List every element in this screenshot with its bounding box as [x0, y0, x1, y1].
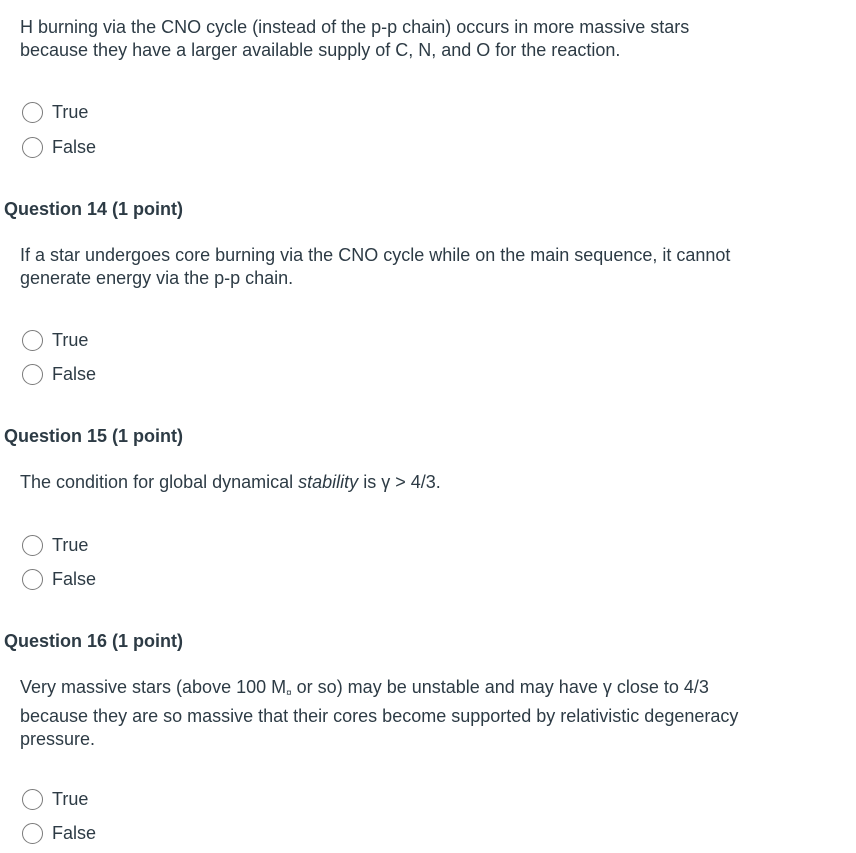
question-14-header	[4, 198, 183, 221]
question-14-answer-true[interactable]	[22, 327, 88, 353]
radio-button[interactable]	[22, 789, 43, 810]
answer-label: False	[52, 363, 97, 384]
answer-label: True	[52, 534, 89, 555]
answer-label: True	[52, 788, 89, 809]
radio-button[interactable]	[22, 535, 43, 556]
question-15-text-part: The condition for global dynamical	[20, 472, 299, 492]
question-15-points: (1 point)	[112, 426, 184, 446]
question-13-answer-false[interactable]	[22, 134, 96, 160]
question-16-number: Question 16	[4, 631, 108, 651]
answer-label: False	[52, 136, 97, 157]
question-15-text-part: is γ > 4/3.	[358, 472, 441, 492]
solar-mass-subscript: ¤	[286, 688, 292, 699]
radio-button[interactable]	[22, 102, 43, 123]
question-16-answer-false[interactable]	[22, 820, 96, 846]
question-15-text-emphasis: stability	[298, 472, 359, 492]
question-16-text	[20, 676, 740, 751]
question-15-number: Question 15	[4, 426, 108, 446]
question-16-text-part: or so) may be unstable and may have γ close to 4/3 because they are so massive that their cores become supported by relativistic degeneracy pressure.	[20, 677, 739, 749]
question-15-text	[20, 471, 740, 494]
answer-label: False	[52, 822, 97, 843]
question-16-header	[4, 630, 183, 653]
radio-button[interactable]	[22, 137, 43, 158]
question-13-text: H burning via the CNO cycle (instead of the p-p chain) occurs in more massive stars because they have a larger available supply of C, N, and O for the reaction.	[20, 17, 690, 60]
answer-label: False	[52, 568, 97, 589]
question-16-answer-true[interactable]	[22, 786, 88, 812]
question-15-answer-true[interactable]	[22, 532, 88, 558]
radio-button[interactable]	[22, 823, 43, 844]
radio-button[interactable]	[22, 569, 43, 590]
question-14-answer-false[interactable]	[22, 361, 96, 387]
question-15-header	[4, 425, 183, 448]
question-16-points: (1 point)	[112, 631, 184, 651]
radio-button[interactable]	[22, 364, 43, 385]
question-14-text: If a star undergoes core burning via the CNO cycle while on the main sequence, it cannot generate energy via the p-p chain.	[20, 245, 731, 288]
answer-label: True	[52, 101, 89, 122]
question-14-points: (1 point)	[112, 199, 184, 219]
question-16-text-part: Very massive stars (above 100 M	[20, 677, 287, 697]
question-15-answer-false[interactable]	[22, 566, 96, 592]
question-13-answer-true[interactable]	[22, 99, 88, 125]
answer-label: True	[52, 329, 89, 350]
radio-button[interactable]	[22, 330, 43, 351]
question-14-number: Question 14	[4, 199, 108, 219]
